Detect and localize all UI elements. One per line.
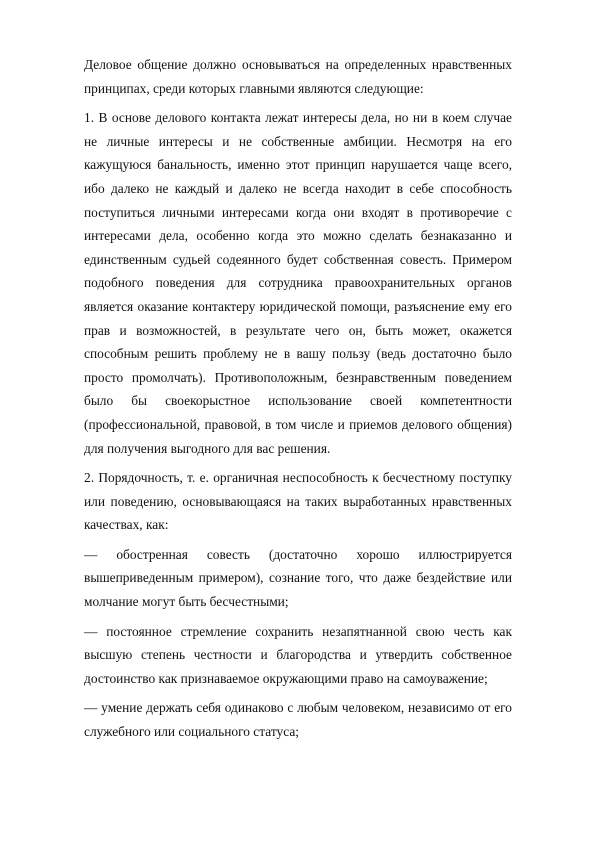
paragraph-dash-honor: — постоянное стремление сохранить незапятнанной свою честь как высшую степень честности и благородства и утвердить собственное достоинство как признаваемое окружающими право на самоуважение; xyxy=(84,623,512,686)
document-page xyxy=(84,53,512,750)
paragraph-intro: Деловое общение должно основываться на определенных нравственных принципах, среди которых главными являются следующие: xyxy=(84,57,512,96)
paragraph-dash-equality: — умение держать себя одинаково с любым человеком, независимо от его служебного или социального статуса; xyxy=(84,700,512,740)
paragraph-principle-1: 1. В основе делового контакта лежат интересы дела, но ни в коем случае не личные интересы и не собственные амбиции. Несмотря на его кажущуюся банальность, именно этот принцип нарушается чаще всего, ибо далеко не каждый и далеко не всегда находит в себе способность поступиться личными интересами когда они входят в противоречие с интересами дела, особенно когда это можно сделать безнаказанно и единственным судьей содеянного будет собственная совесть. Примером подобного поведения для сотрудника правоохранительных органов является оказание контактеру юридической помощи, разъяснение ему его прав и возможностей, в результате чего он, быть может, окажется способным решить проблему не в вашу пользу (ведь достаточно было просто промолчать). Противоположным, безнравственным поведением было бы своекорыстное использование своей компетентности (профессиональной, правовой, в том числе и приемов делового общения) для получения выгодного для вас решения. xyxy=(84,110,512,456)
paragraph-dash-conscience: — обостренная совесть (достаточно хорошо иллюстрируется вышеприведенным примером), сознание того, что даже бездействие или молчание могут быть бесчестными; xyxy=(84,546,512,610)
paragraph-principle-2: 2. Порядочность, т. е. органичная неспособность к бесчестному поступку или поведению, основывающаяся на таких выработанных нравственных качествах, как: xyxy=(84,470,512,533)
